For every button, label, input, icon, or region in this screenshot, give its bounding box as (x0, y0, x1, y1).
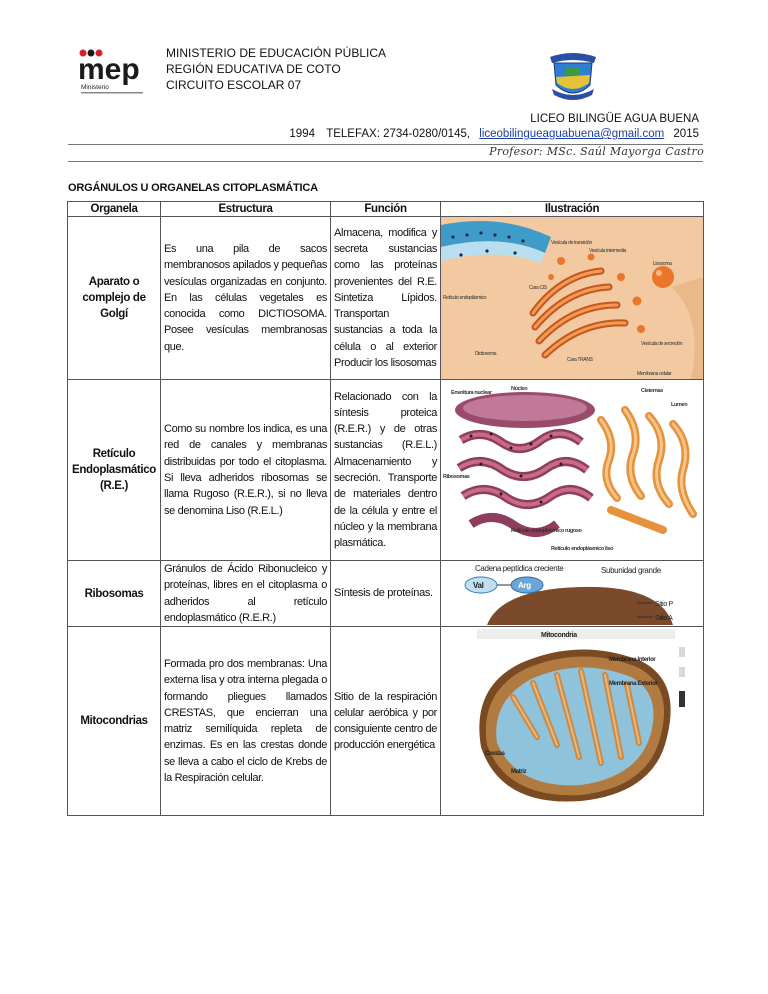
svg-text:mep: mep (78, 53, 140, 86)
svg-text:Vesícula intermedia: Vesícula intermedia (589, 248, 626, 254)
circuit-line: CIRCUITO ESCOLAR 07 (166, 78, 302, 92)
table-header-row (68, 202, 704, 217)
structure-text: Es una pila de sacos membranosos apilados y pequeñas vesículas organizadas en conjunto. En las células vegetales es conocida como DICTIOSOMA. Posee vesículas membranosas que. (161, 217, 331, 380)
er-image (441, 380, 704, 560)
ministry-header (166, 45, 386, 93)
header-funcion: Función (331, 202, 441, 217)
structure-text: Gránulos de Ácido Ribonucleico y proteínas, libres en el citoplasma o adheridos al retículo endoplasmático (R.E.R.) (161, 561, 331, 627)
school-crest (544, 51, 602, 103)
er-illustration (441, 380, 704, 561)
function-text: Sitio de la respiración celular aeróbica y por consiguiente centro de producción energética (331, 627, 441, 816)
svg-text:Cadena peptídica creciente: Cadena peptídica creciente (475, 563, 564, 573)
svg-text:Cara TRANS: Cara TRANS (567, 357, 593, 363)
teacher-name: Profesor: MSc. Saúl Mayorga Castro (489, 145, 704, 158)
golgi-image (441, 217, 704, 379)
svg-text:Crestas: Crestas (485, 751, 505, 758)
current-year: 2015 (673, 128, 699, 140)
table-row (68, 380, 704, 561)
svg-text:Retículo endoplásmico liso: Retículo endoplásmico liso (551, 546, 614, 552)
svg-text:Sitio A: Sitio A (655, 614, 673, 622)
svg-text:Núcleo: Núcleo (511, 386, 528, 392)
svg-text:Membrana Interior: Membrana Interior (609, 657, 656, 664)
svg-text:Matriz: Matriz (511, 769, 527, 776)
svg-text:Retículo endoplásmico rugoso: Retículo endoplásmico rugoso (511, 528, 582, 534)
svg-text:Subunidad grande: Subunidad grande (601, 565, 661, 575)
golgi-illustration (441, 217, 704, 380)
founding-year: 1994 (289, 128, 315, 140)
svg-text:Ministerio: Ministerio (81, 84, 109, 91)
header-rule (68, 161, 703, 162)
organelle-name: Mitocondrias (68, 627, 161, 816)
function-text: Almacena, modifica y secreta sustancias como las proteínas provenientes del R.E. Sintetiza Lípidos. Transportan sustancias a toda la célula o al exterior Producir los lisosomas (331, 217, 441, 380)
ministry-line: MINISTERIO DE EDUCACIÓN PÚBLICA (166, 46, 387, 60)
mitochondria-image (441, 627, 704, 815)
organelles-table (67, 201, 704, 816)
mep-logo (78, 47, 150, 97)
mitochondria-illustration (441, 627, 704, 816)
table-row (68, 561, 704, 627)
school-name: LICEO BILINGÜE AGUA BUENA (530, 113, 699, 125)
svg-text:Cara CIS: Cara CIS (529, 285, 547, 291)
svg-text:Retículo endoplásmico: Retículo endoplásmico (443, 295, 487, 301)
svg-text:Dictiosoma: Dictiosoma (475, 351, 497, 357)
svg-text:Sitio P: Sitio P (655, 600, 673, 608)
svg-text:Vesícula de transición: Vesícula de transición (551, 240, 592, 246)
email-link[interactable]: liceobilingueaguabuena@gmail.com (479, 128, 665, 140)
svg-text:Envoltura nuclear: Envoltura nuclear (451, 390, 492, 396)
svg-text:Ribosomas: Ribosomas (443, 474, 470, 480)
contact-line (289, 128, 699, 140)
svg-text:Vesícula de secreción: Vesícula de secreción (641, 341, 683, 347)
header-estructura: Estructura (161, 202, 331, 217)
structure-text: Formada pro dos membranas: Una externa lisa y otra interna plegada o formando pliegues llamados CRESTAS, que encierran una matriz semilíquida repleta de enzimas. Es en las crestas donde se lleva a cabo el ciclo de Krebs de la Respiración celular. (161, 627, 331, 816)
structure-text: Como su nombre los indica, es una red de canales y membranas distribuidas por todo el citoplasma. Si lleva adheridos ribosomas se llama Rugoso (R.E.R.), si no lleva se denomina Liso (R.E.L.) (161, 380, 331, 561)
organelle-name: Retículo Endoplasmático (R.E.) (68, 380, 161, 561)
svg-text:Mitocondria: Mitocondria (541, 632, 577, 640)
svg-text:Cisternas: Cisternas (641, 388, 663, 394)
function-text: Síntesis de proteínas. (331, 561, 441, 627)
region-line: REGIÓN EDUCATIVA DE COTO (166, 62, 341, 76)
organelle-name: Ribosomas (68, 561, 161, 627)
svg-text:Membrana celular: Membrana celular (637, 371, 672, 377)
ribosome-illustration (441, 561, 704, 627)
organelle-name: Aparato o complejo de Golgí (68, 217, 161, 380)
svg-text:Lumen: Lumen (671, 402, 688, 408)
ribosome-image (441, 563, 704, 625)
telefax: TELEFAX: 2734-0280/0145, (326, 128, 471, 140)
svg-text:Val: Val (473, 580, 484, 590)
svg-text:Lisosoma: Lisosoma (653, 261, 672, 267)
function-text: Relacionado con la síntesis proteica (R.E.R.) y de otras sustancias (R.E.L.) Almacenamiento y secreción. Transporte de materiales dentro de la célula y entre el núcleo y la membrana plasmática. (331, 380, 441, 561)
header-organela: Organela (68, 202, 161, 217)
header-ilustracion: Ilustración (441, 202, 704, 217)
table-row (68, 217, 704, 380)
table-row (68, 627, 704, 816)
svg-text:Arg: Arg (518, 580, 531, 590)
document-title: ORGÁNULOS U ORGANELAS CITOPLASMÁTICA (68, 182, 318, 194)
svg-text:Membrana Exterior: Membrana Exterior (609, 681, 658, 688)
